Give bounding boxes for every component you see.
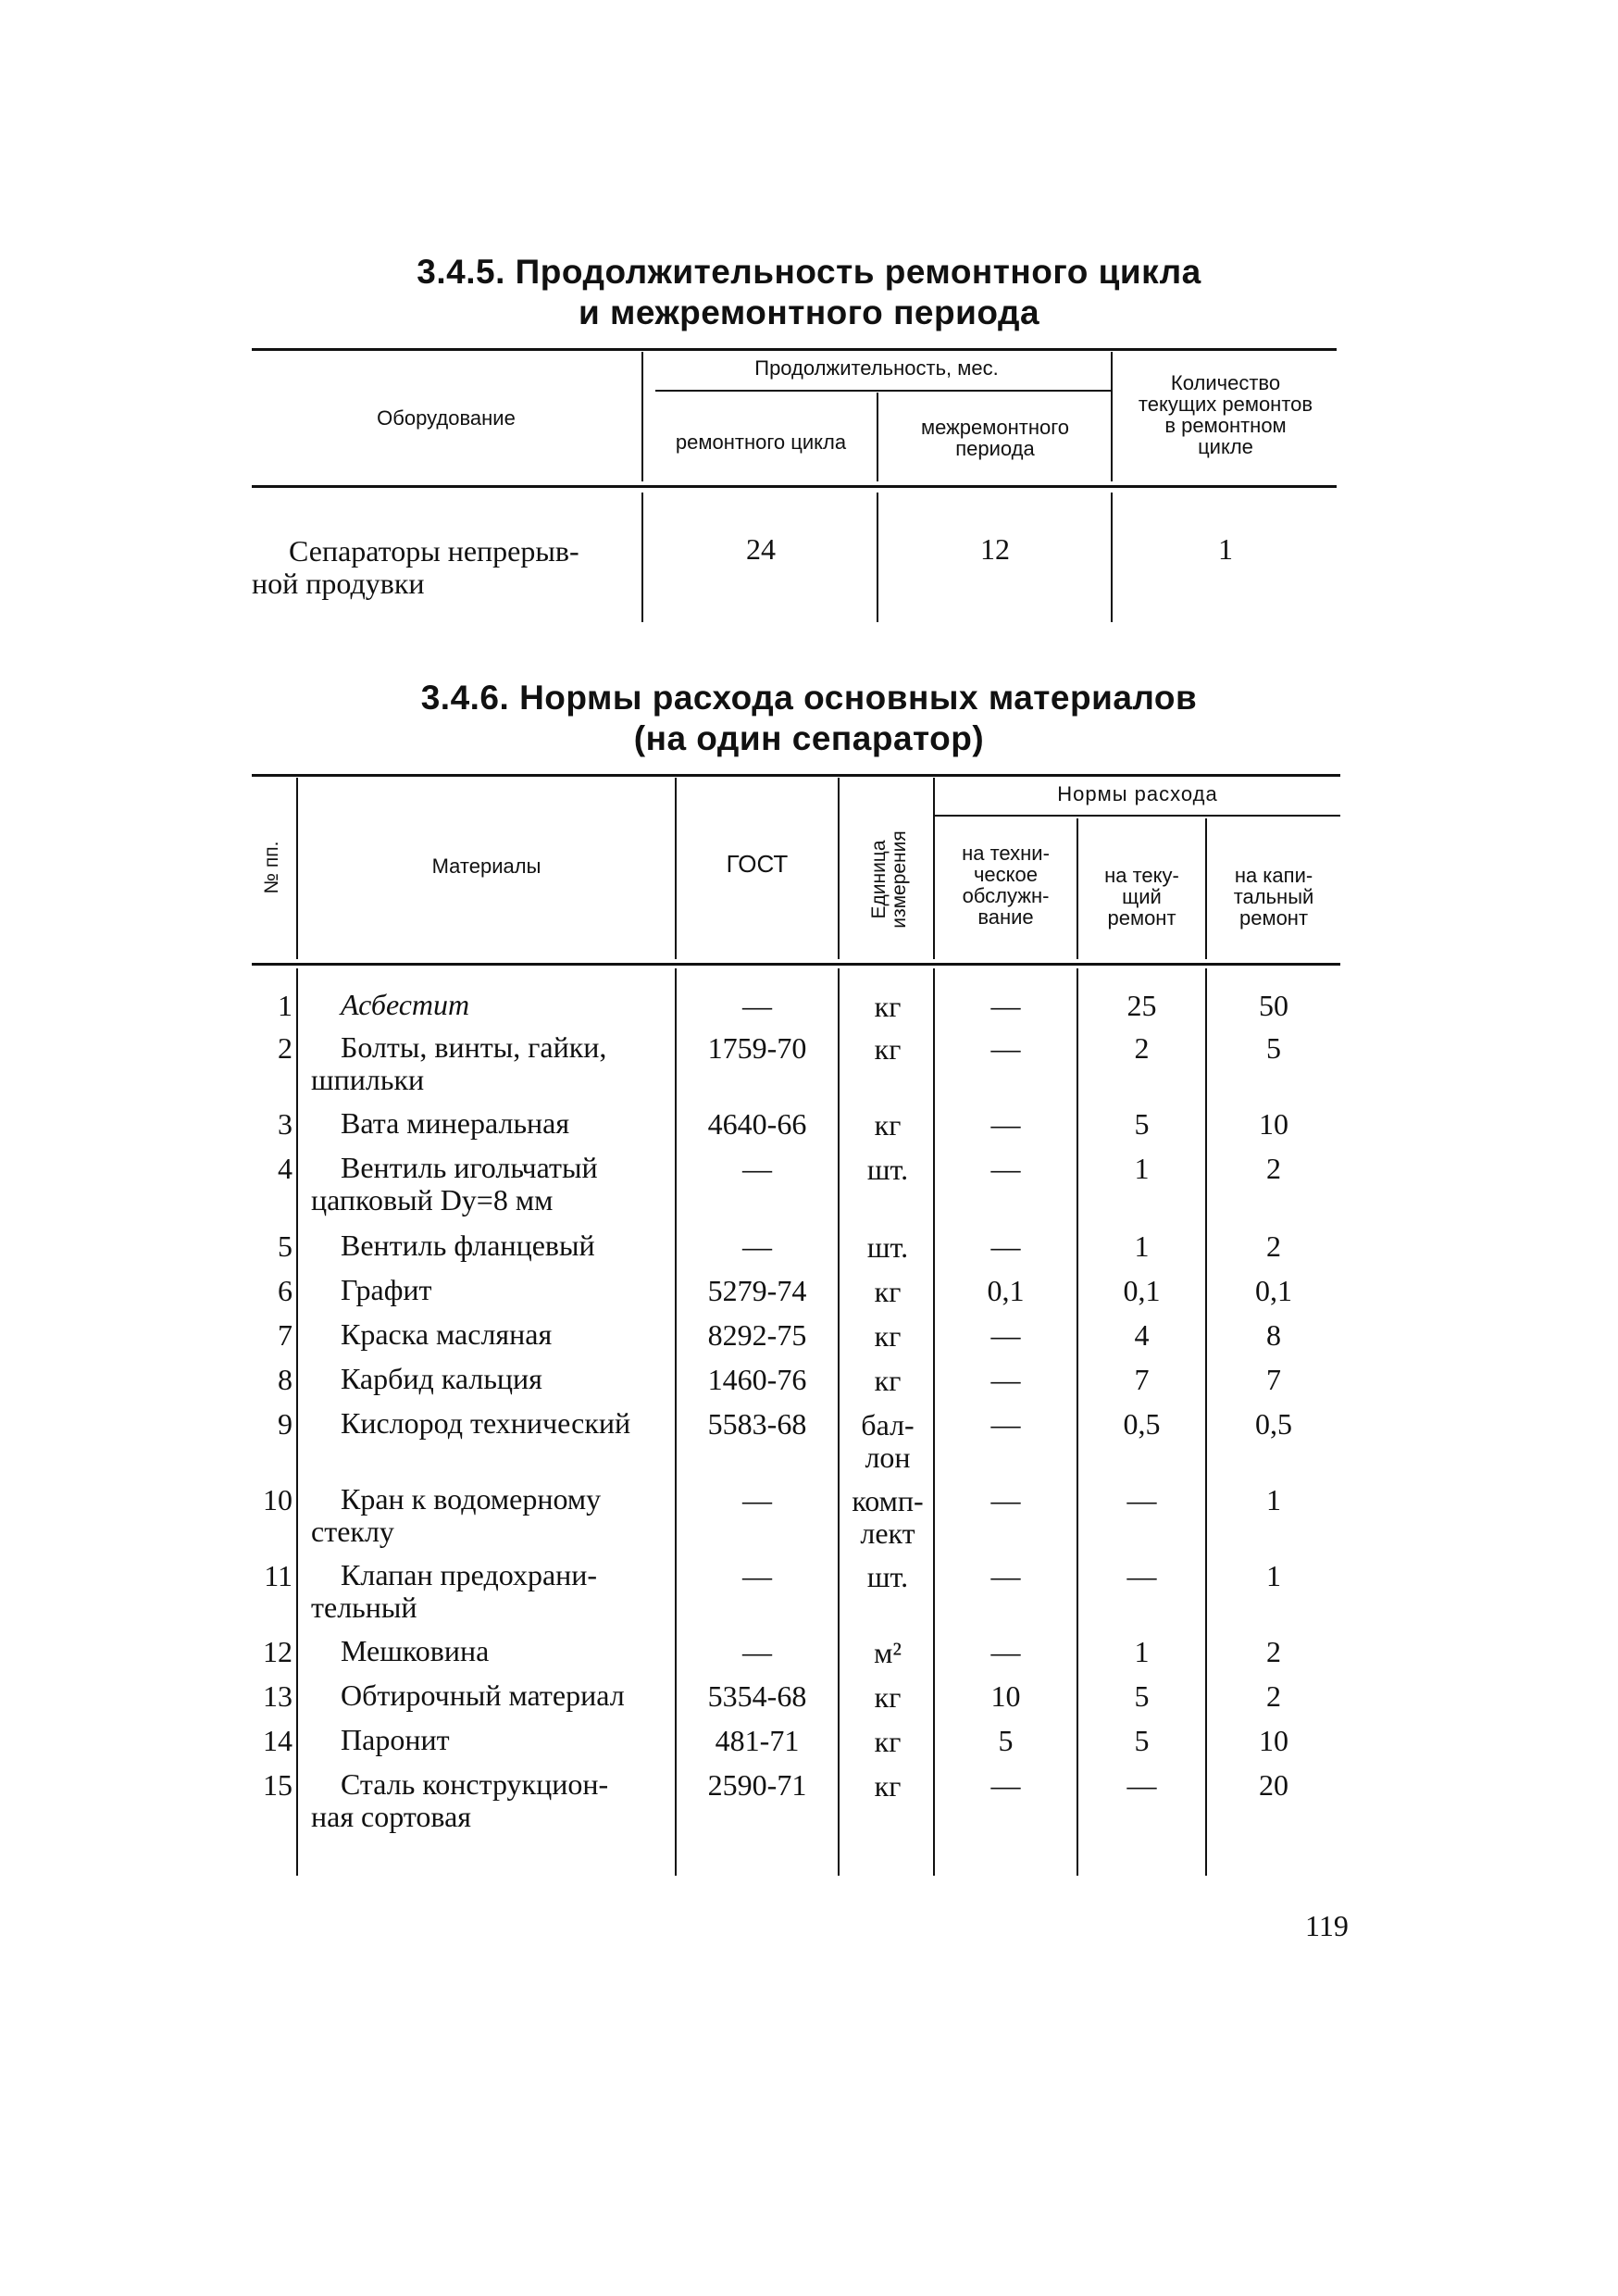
section-title-3-4-5 xyxy=(0,252,1618,333)
capital-cell: 10 xyxy=(1259,1107,1288,1141)
header-interrepair: межремонтного периода xyxy=(920,416,1070,460)
material-cell: Карбид кальция xyxy=(341,1362,542,1395)
row-number: 11 xyxy=(264,1559,292,1592)
header-equipment: Оборудование xyxy=(377,406,516,430)
table1-vline-2b xyxy=(877,493,878,622)
title-line-1: 3.4.6. Нормы расхода основных материалов xyxy=(420,679,1198,717)
material-cell: Клапан предохрани- тельный xyxy=(311,1558,598,1624)
current-cell: 1 xyxy=(1134,1229,1150,1263)
table2-vline-gost xyxy=(838,778,840,959)
unit-cell: кг xyxy=(874,1319,902,1353)
capital-cell: 0,5 xyxy=(1255,1407,1292,1441)
title-line-2: (на один сепаратор) xyxy=(633,719,985,757)
capital-cell: 2 xyxy=(1266,1229,1281,1263)
header-current-repair: на теку- щий ремонт xyxy=(1104,864,1179,930)
gost-cell: 5279-74 xyxy=(707,1274,807,1307)
maintenance-cell: — xyxy=(990,1559,1021,1592)
header-unit: Единица измерения xyxy=(868,830,910,929)
title-line-2: и межремонтного периода xyxy=(578,293,1040,331)
gost-cell: 5354-68 xyxy=(707,1679,807,1713)
gost-cell: — xyxy=(742,1229,772,1263)
current-cell: — xyxy=(1126,1559,1157,1592)
material-cell: Сталь конструкцион- ная сортовая xyxy=(311,1767,609,1833)
row-number: 5 xyxy=(278,1229,292,1263)
current-cell: 0,5 xyxy=(1123,1407,1161,1441)
capital-cell: 0,1 xyxy=(1255,1274,1292,1307)
repair-count-value: 1 xyxy=(1218,532,1233,566)
maintenance-cell: 0,1 xyxy=(987,1274,1025,1307)
unit-cell: шт. xyxy=(866,1560,909,1593)
row-number: 12 xyxy=(263,1635,292,1668)
table1-subheader-rule xyxy=(655,390,1113,392)
unit-cell: кг xyxy=(874,990,902,1023)
gost-cell: — xyxy=(742,1635,772,1668)
current-cell: 5 xyxy=(1134,1724,1150,1757)
current-cell: 0,1 xyxy=(1123,1274,1161,1307)
maintenance-cell: — xyxy=(990,1768,1021,1802)
material-cell: Кислород технический xyxy=(341,1406,631,1440)
row-number: 1 xyxy=(278,989,292,1022)
capital-cell: 50 xyxy=(1259,989,1288,1022)
maintenance-cell: 10 xyxy=(990,1679,1021,1713)
table1-vline-2 xyxy=(877,393,878,481)
current-cell: 25 xyxy=(1126,989,1157,1022)
material-cell: Кран к водомерному стеклу xyxy=(311,1482,602,1548)
capital-cell: 5 xyxy=(1266,1031,1281,1065)
page-number: 119 xyxy=(1305,1909,1349,1942)
row-number: 3 xyxy=(278,1107,292,1141)
gost-cell: 4640-66 xyxy=(707,1107,807,1141)
gost-cell: — xyxy=(742,1483,772,1516)
interrepair-value: 12 xyxy=(980,532,1010,566)
capital-cell: 20 xyxy=(1259,1768,1288,1802)
capital-cell: 2 xyxy=(1266,1152,1281,1185)
maintenance-cell: — xyxy=(990,1407,1021,1441)
header-gost: ГОСТ xyxy=(726,850,789,878)
row-number: 15 xyxy=(263,1768,292,1802)
material-cell: Графит xyxy=(341,1273,432,1306)
current-cell: 5 xyxy=(1134,1107,1150,1141)
header-repair-cycle: ремонтного цикла xyxy=(675,430,847,454)
gost-cell: — xyxy=(742,1152,772,1185)
unit-cell: кг xyxy=(874,1032,902,1066)
unit-cell: шт. xyxy=(866,1153,909,1186)
capital-cell: 10 xyxy=(1259,1724,1288,1757)
gost-cell: 5583-68 xyxy=(707,1407,807,1441)
row-number: 6 xyxy=(278,1274,292,1307)
capital-cell: 1 xyxy=(1266,1559,1281,1592)
gost-cell: 1759-70 xyxy=(707,1031,807,1065)
table1-top-rule xyxy=(252,348,1337,351)
capital-cell: 7 xyxy=(1266,1363,1281,1396)
unit-cell: кг xyxy=(874,1364,902,1397)
table1-vline-1b xyxy=(641,493,643,622)
unit-cell: комп- лект xyxy=(852,1484,924,1550)
row-number: 10 xyxy=(263,1483,292,1516)
repair-cycle-value: 24 xyxy=(746,532,776,566)
maintenance-cell: — xyxy=(990,1483,1021,1516)
maintenance-cell: — xyxy=(990,1363,1021,1396)
material-cell: Вата минеральная xyxy=(341,1106,570,1140)
gost-cell: — xyxy=(742,1559,772,1592)
equipment-cell: Сепараторы непрерыв- ной продувки xyxy=(252,534,579,600)
maintenance-cell: — xyxy=(990,1031,1021,1065)
material-cell: Вентиль фланцевый xyxy=(341,1229,595,1262)
table2-body-vline-num xyxy=(296,968,298,1876)
header-capital-repair: на капи- тальный ремонт xyxy=(1233,864,1314,930)
header-repair-count: Количество текущих ремонтов в ремонтном цикле xyxy=(1138,371,1313,458)
maintenance-cell: — xyxy=(990,1635,1021,1668)
row-number: 14 xyxy=(263,1724,292,1757)
unit-cell: кг xyxy=(874,1108,902,1142)
current-cell: 2 xyxy=(1134,1031,1150,1065)
title-line-1: 3.4.5. Продолжительность ремонтного цикла xyxy=(417,253,1201,291)
current-cell: 1 xyxy=(1134,1635,1150,1668)
unit-cell: м² xyxy=(874,1636,902,1669)
capital-cell: 8 xyxy=(1266,1318,1281,1352)
material-cell: Асбестит xyxy=(341,988,470,1021)
header-row-number: № пп. xyxy=(261,841,282,894)
row-number: 9 xyxy=(278,1407,292,1441)
table1-vline-3b xyxy=(1111,493,1113,622)
current-cell: — xyxy=(1126,1768,1157,1802)
material-cell: Паронит xyxy=(341,1723,450,1756)
table1-vline-3 xyxy=(1111,352,1113,481)
current-cell: 7 xyxy=(1134,1363,1150,1396)
capital-cell: 1 xyxy=(1266,1483,1281,1516)
header-materials: Материалы xyxy=(431,855,541,878)
table2-norms-rule xyxy=(935,815,1340,817)
gost-cell: 481-71 xyxy=(715,1724,800,1757)
row-number: 8 xyxy=(278,1363,292,1396)
row-number: 13 xyxy=(263,1679,292,1713)
capital-cell: 2 xyxy=(1266,1635,1281,1668)
gost-cell: — xyxy=(742,989,772,1022)
row-number: 7 xyxy=(278,1318,292,1352)
unit-cell: кг xyxy=(874,1725,902,1758)
gost-cell: 2590-71 xyxy=(707,1768,807,1802)
table2-header-bottom-rule xyxy=(252,963,1340,966)
section-title-3-4-6 xyxy=(0,678,1618,759)
row-number: 4 xyxy=(278,1152,292,1185)
current-cell: 1 xyxy=(1134,1152,1150,1185)
maintenance-cell: — xyxy=(990,1152,1021,1185)
material-cell: Вентиль игольчатый цапковый Dу=8 мм xyxy=(311,1151,598,1217)
header-norms-group: Нормы расхода xyxy=(1057,782,1218,805)
maintenance-cell: — xyxy=(990,989,1021,1022)
maintenance-cell: — xyxy=(990,1318,1021,1352)
material-cell: Болты, винты, гайки, шпильки xyxy=(311,1030,607,1096)
current-cell: 5 xyxy=(1134,1679,1150,1713)
maintenance-cell: 5 xyxy=(998,1724,1014,1757)
gost-cell: 8292-75 xyxy=(707,1318,807,1352)
table2-body-vline-gost xyxy=(838,968,840,1876)
unit-cell: бал- лон xyxy=(861,1408,915,1474)
material-cell: Мешковина xyxy=(341,1634,490,1667)
unit-cell: кг xyxy=(874,1769,902,1803)
table1-header-bottom-rule xyxy=(252,485,1337,488)
row-number: 2 xyxy=(278,1031,292,1065)
unit-cell: кг xyxy=(874,1680,902,1714)
table2-top-rule xyxy=(252,774,1340,777)
header-maintenance: на техни- ческое обслужн- вание xyxy=(962,842,1050,929)
maintenance-cell: — xyxy=(990,1107,1021,1141)
material-cell: Краска масляная xyxy=(341,1317,553,1351)
capital-cell: 2 xyxy=(1266,1679,1281,1713)
current-cell: 4 xyxy=(1134,1318,1150,1352)
material-cell: Обтирочный материал xyxy=(341,1678,625,1712)
unit-cell: шт. xyxy=(866,1230,909,1264)
gost-cell: 1460-76 xyxy=(707,1363,807,1396)
table1-vline-1 xyxy=(641,352,643,481)
header-duration-group: Продолжительность, мес. xyxy=(754,356,999,380)
unit-cell: кг xyxy=(874,1275,902,1308)
maintenance-cell: — xyxy=(990,1229,1021,1263)
current-cell: — xyxy=(1126,1483,1157,1516)
